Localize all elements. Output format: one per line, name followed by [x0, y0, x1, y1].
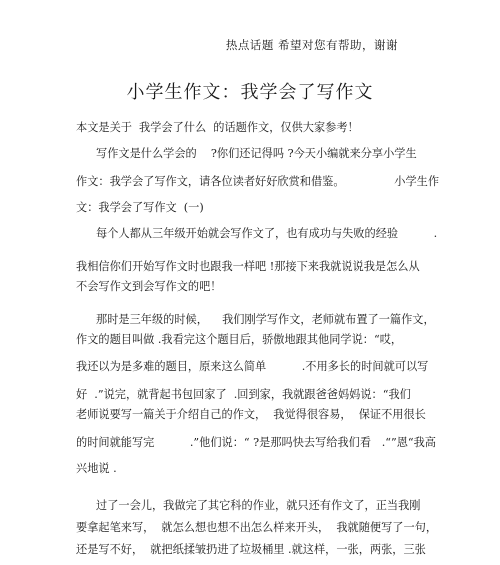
text-line: 老师说要写一篇关于介绍自己的作文， 我觉得很容易， 保证不用很长: [76, 408, 426, 421]
text-line: 要拿起笔来写， 就怎么想也想不出怎么样来开头， 我就随便写了一句，: [76, 521, 438, 534]
text-line: 每个人都从三年级开始就会写作文了，也有成功与失败的经验 .: [96, 227, 438, 240]
text-line: 我还以为是多难的题目，原来这么简单 .不用多长的时间就可以写: [76, 360, 429, 373]
text-line: 不会写作文到会写作文的吧！: [76, 280, 222, 293]
text-line: 那时是三年级的时候， 我们刚学写作文，老师就布置了一篇作文，: [96, 313, 435, 326]
text-line: 作文：我学会了写作文，请各位读者好好欣赏和借鉴。 小学生作: [76, 175, 440, 188]
text-line: 写作文是什么学会的 ?你们还记得吗 ?今天小编就来分享小学生: [96, 147, 417, 160]
text-line: 过了一会儿，我做完了其它科的作业，就只还有作文了，正当我刚: [96, 499, 421, 512]
text-line: 我相信你们开始写作文时也跟我一样吧 !那接下来我就说说我是怎么从: [76, 260, 420, 273]
text-line: 文：我学会了写作文 (一): [76, 201, 204, 214]
text-line: 作文的题目叫做 .我看完这个题目后，骄傲地跟其他同学说：“哎，: [76, 333, 403, 346]
text-line: 好 .”说完，就背起书包回家了 .回到家，我就跟爸爸妈妈说：“我们: [76, 388, 411, 401]
article-title: 小学生作文：我学会了写作文: [126, 82, 374, 103]
text-line: 兴地说 .: [76, 462, 117, 475]
header-note: 热点话题 希望对您有帮助，谢谢: [225, 38, 398, 52]
text-line: 本文是关于 我学会了什么 的话题作文，仅供大家参考！: [76, 121, 359, 134]
text-line: 的时间就能写完 .”他们说：“ ?是那吗快去写给我们看 .“”恩“我高: [76, 436, 436, 449]
text-line: 还是写不好， 就把纸揉皱扔进了垃圾桶里 .就这样，一张，两张，三张: [76, 543, 426, 556]
